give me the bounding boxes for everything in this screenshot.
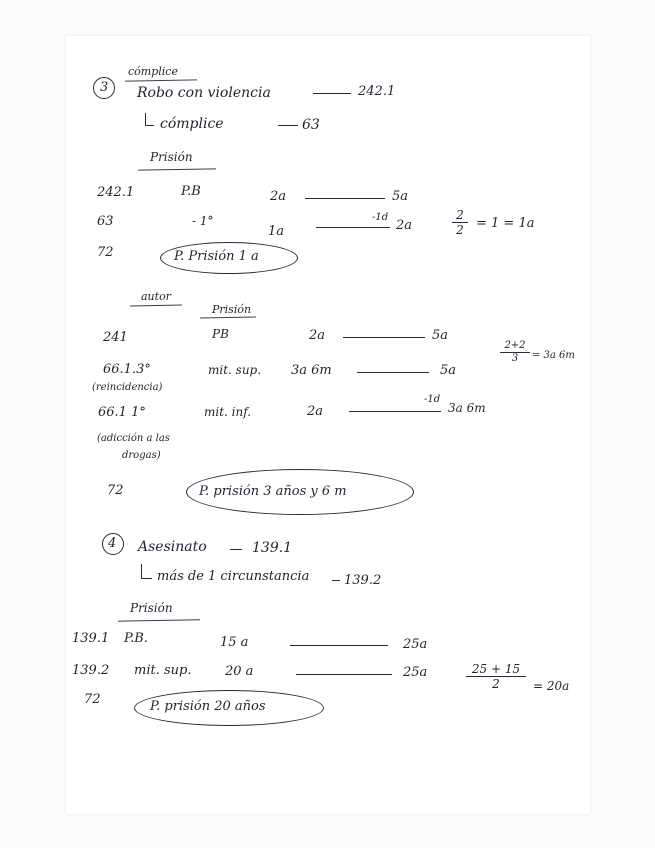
row-label: P.B: [181, 184, 201, 199]
fraction-numerator: 2: [456, 208, 464, 222]
row-label: mit. inf.: [204, 405, 252, 419]
row-to: 2a: [396, 218, 413, 233]
section-4-circumstance-code: 139.2: [344, 573, 382, 588]
fraction-numerator: 25 + 15: [471, 662, 521, 676]
row-code: 63: [97, 214, 114, 229]
row-from: 2a: [307, 404, 324, 419]
row-from: 2a: [309, 328, 326, 343]
row-code: 72: [84, 692, 101, 707]
section-3-fraction-result: = 1 = 1a: [476, 216, 535, 231]
row-note: (adicción a las: [97, 433, 170, 444]
row-code: 72: [107, 483, 124, 498]
row-label: mit. sup.: [208, 363, 262, 377]
section-3-number: 3: [100, 80, 109, 95]
section-4-circumstance-dash: [332, 580, 340, 581]
row-arrow-line: [305, 198, 385, 199]
section-4-circumstance-text: más de 1 circunstancia: [157, 569, 310, 584]
paper-sheet: [66, 36, 590, 814]
section-4-number: 4: [108, 536, 117, 551]
fraction-denominator: 2: [492, 677, 500, 691]
row-arrow-line: [316, 227, 390, 228]
row-code: 241: [103, 330, 128, 345]
row-from: 3a 6m: [291, 363, 332, 378]
row-arrow-line: [357, 372, 429, 373]
row-code: 66.1 1°: [98, 405, 146, 420]
section-4-fraction-result: = 20a: [533, 679, 570, 693]
section-3-heading: cómplice: [128, 65, 178, 78]
row-arrow-line: [343, 337, 425, 338]
row-from: 15 a: [220, 635, 249, 650]
section-4-crime-dash: [230, 549, 242, 550]
row-arrow-note: -1d: [372, 212, 389, 223]
row-to: 5a: [432, 328, 449, 343]
row-code: 139.2: [72, 663, 110, 678]
section-3-fraction2: [500, 341, 530, 364]
section-3-crime-code: 242.1: [358, 84, 396, 99]
row-arrow-line: [349, 411, 441, 412]
row-arrow-line: [290, 645, 388, 646]
section-4-prision-label: Prisión: [130, 601, 173, 615]
row-to: 3a 6m: [448, 401, 486, 415]
row-code: 242.1: [97, 185, 135, 200]
row-from: 2a: [270, 189, 287, 204]
section-4-crime-code: 139.1: [252, 540, 293, 556]
row-label: P.B.: [124, 631, 148, 646]
section-3-result2: P. prisión 3 años y 6 m: [199, 484, 347, 499]
section-3-fraction: [452, 209, 468, 236]
row-to: 5a: [440, 363, 457, 378]
row-arrow-line: [296, 674, 392, 675]
section-3-crime-text: Robo con violencia: [137, 85, 271, 101]
row-code: 139.1: [72, 631, 110, 646]
section-4-result: P. prisión 20 años: [150, 699, 266, 714]
section-3-accomplice-text: cómplice: [160, 116, 224, 132]
section-3-prision-label: Prisión: [150, 150, 193, 164]
section-4-branch-bracket: [141, 564, 152, 579]
section-3-fraction2-result: = 3a 6m: [532, 350, 575, 361]
row-to: 25a: [403, 637, 428, 652]
row-label: - 1°: [192, 214, 214, 228]
section-3-result: P. Prisión 1 a: [174, 249, 259, 264]
fraction-denominator: 3: [511, 353, 519, 364]
fraction-numerator: 2+2: [504, 340, 526, 351]
section-3-branch-bracket: [145, 113, 154, 126]
row-from: 20 a: [225, 664, 254, 679]
row-code: 72: [97, 245, 114, 260]
row-arrow-note: -1d: [424, 394, 441, 405]
section-3-prision2-label: Prisión: [212, 303, 252, 316]
row-from: 1a: [268, 224, 285, 239]
fraction-denominator: 2: [456, 223, 464, 237]
row-label: PB: [212, 327, 229, 341]
section-4-crime-text: Asesinato: [138, 539, 207, 555]
section-3-crime-dash: [313, 93, 351, 94]
section-3-accomplice-dash: [278, 125, 298, 126]
row-to: 5a: [392, 189, 409, 204]
row-label: mit. sup.: [134, 663, 192, 678]
section-3-accomplice-code: 63: [302, 117, 320, 133]
section-3-autor-label: autor: [141, 290, 171, 303]
row-code: 66.1.3°: [103, 362, 151, 377]
row-to: 25a: [403, 665, 428, 680]
row-note: (reincidencia): [92, 382, 163, 393]
section-4-fraction: [466, 663, 526, 690]
row-note: drogas): [122, 450, 161, 461]
